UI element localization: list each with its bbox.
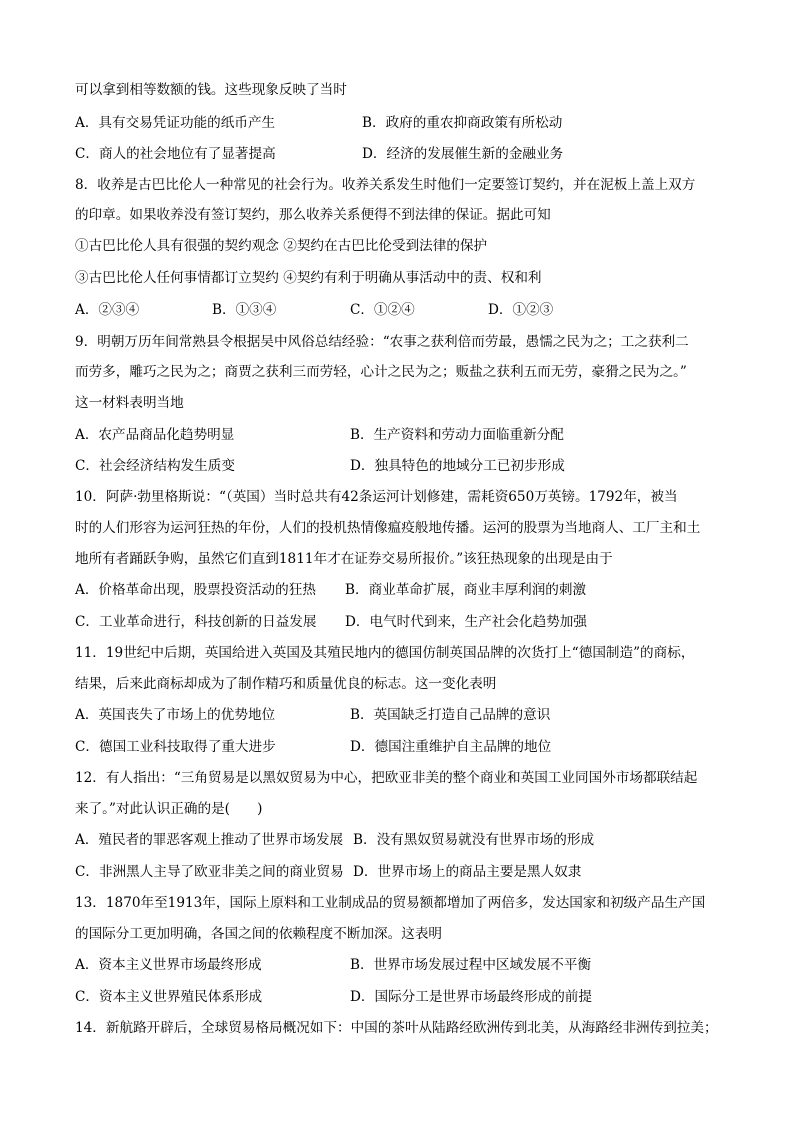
- q11-stem-line-2: 结果，后来此商标却成为了制作精巧和质量优良的标志。这一变化表明: [75, 676, 497, 692]
- q7-option-b: B．政府的重农抑商政策有所松动: [362, 115, 563, 131]
- q9-option-c: C．社会经济结构发生质变: [75, 458, 235, 474]
- q7-option-a: A．具有交易凭证功能的纸币产生: [75, 115, 276, 131]
- q12-option-a: A．殖民者的罪恶客观上推动了世界市场发展: [75, 832, 344, 848]
- q12-option-d: D．世界市场上的商品主要是黑人奴隶: [353, 864, 582, 880]
- q8-statements-2: ③古巴比伦人任何事情都订立契约 ④契约有利于明确从事活动中的责、权和利: [75, 270, 542, 286]
- q14-stem-line-1: 14．新航路开辟后，全球贸易格局概况如下：中国的茶叶从陆路经欧洲传到北美，从海路经非洲传到拉美；: [75, 1020, 718, 1036]
- q8-option-a: A．②③④: [75, 302, 140, 318]
- q13-option-d: D．国际分工是世界市场最终形成的前提: [350, 989, 592, 1005]
- q10-option-d: D．电气时代到来，生产社会化趋势加强: [345, 614, 587, 630]
- q9-stem-line-1: 9．明朝万历年间常熟县令根据吴中风俗总结经验：“农事之获利倍而劳最，愚懦之民为之；工之获利二: [75, 334, 689, 350]
- q9-stem-line-2: 而劳多，雕巧之民为之；商贾之获利三而劳轻，心计之民为之；贩盐之获利五而无劳，豪猾之民为之。”: [75, 364, 687, 380]
- q8-stem-line-1: 8．收养是古巴比伦人一种常见的社会行为。收养关系发生时他们一定要签订契约，并在泥板上盖上双方: [75, 177, 696, 193]
- q12-option-b: B．没有黑奴贸易就没有世界市场的形成: [353, 832, 595, 848]
- q12-stem-line-1: 12．有人指出：“三角贸易是以黑奴贸易为中心，把欧亚非美的整个商业和英国工业同国外市场都联结起: [75, 770, 698, 786]
- q10-stem-line-2: 时的人们形容为运河狂热的年份，人们的投机热情像瘟疫般地传播。运河的股票为当地商人、工厂主和土: [75, 520, 701, 536]
- q10-stem-line-1: 10．阿萨·勃里格斯说：“（英国）当时总共有42条运河计划修建，需耗资650万英镑。1792年，被当: [75, 489, 678, 505]
- q13-option-c: C．资本主义世界殖民体系形成: [75, 989, 263, 1005]
- q9-option-d: D．独具特色的地域分工已初步形成: [350, 458, 565, 474]
- q8-statements-1: ①古巴比伦人具有很强的契约观念 ②契约在古巴比伦受到法律的保护: [75, 238, 488, 254]
- q11-option-b: B．英国缺乏打造自己品牌的意识: [350, 707, 551, 723]
- q8-option-d: D．①②③: [488, 302, 554, 318]
- q9-option-b: B．生产资料和劳动力面临重新分配: [350, 427, 564, 443]
- q11-option-a: A．英国丧失了市场上的优势地位: [75, 707, 276, 723]
- q13-stem-line-1: 13．1870年至1913年，国际上原料和工业制成品的贸易额都增加了两倍多，发达国家和初级产品生产国: [75, 895, 706, 911]
- q10-stem-line-3: 地所有者踊跃争购，虽然它们直到1811年才在证券交易所报价。”该狂热现象的出现是由于: [75, 551, 613, 567]
- q11-option-c: C．德国工业科技取得了重大进步: [75, 739, 276, 755]
- q7-stem-tail: 可以拿到相等数额的钱。这些现象反映了当时: [75, 82, 347, 98]
- q8-option-b: B．①③④: [212, 302, 277, 318]
- q9-stem-line-3: 这一材料表明当地: [75, 395, 184, 411]
- q12-option-c: C．非洲黑人主导了欧亚非美之间的商业贸易: [75, 864, 344, 880]
- q10-option-a: A．价格革命出现，股票投资活动的狂热: [75, 582, 316, 598]
- q11-stem-line-1: 11．19世纪中后期，英国给进入英国及其殖民地内的德国仿制英国品牌的次货打上“德国制造”的商标，: [75, 645, 695, 661]
- q10-option-b: B．商业革命扩展，商业丰厚利润的刺激: [345, 582, 587, 598]
- q7-option-d: D．经济的发展催生新的金融业务: [362, 146, 564, 162]
- q8-option-c: C．①②④: [350, 302, 415, 318]
- q9-option-a: A．农产品商品化趋势明显: [75, 427, 235, 443]
- q10-option-c: C．工业革命进行，科技创新的日益发展: [75, 614, 317, 630]
- q13-option-b: B．世界市场发展过程中区域发展不平衡: [350, 957, 592, 973]
- q13-option-a: A．资本主义世界市场最终形成: [75, 957, 262, 973]
- q11-option-d: D．德国注重维护自主品牌的地位: [350, 739, 552, 755]
- q13-stem-line-2: 的国际分工更加明确，各国之间的依赖程度不断加深。这表明: [75, 926, 443, 942]
- q8-stem-line-2: 的印章。如果收养没有签订契约，那么收养关系便得不到法律的保证。据此可知: [75, 207, 551, 223]
- q7-option-c: C．商人的社会地位有了显著提高: [75, 146, 276, 162]
- q12-stem-line-2: 来了。”对此认识正确的是( ): [75, 801, 263, 817]
